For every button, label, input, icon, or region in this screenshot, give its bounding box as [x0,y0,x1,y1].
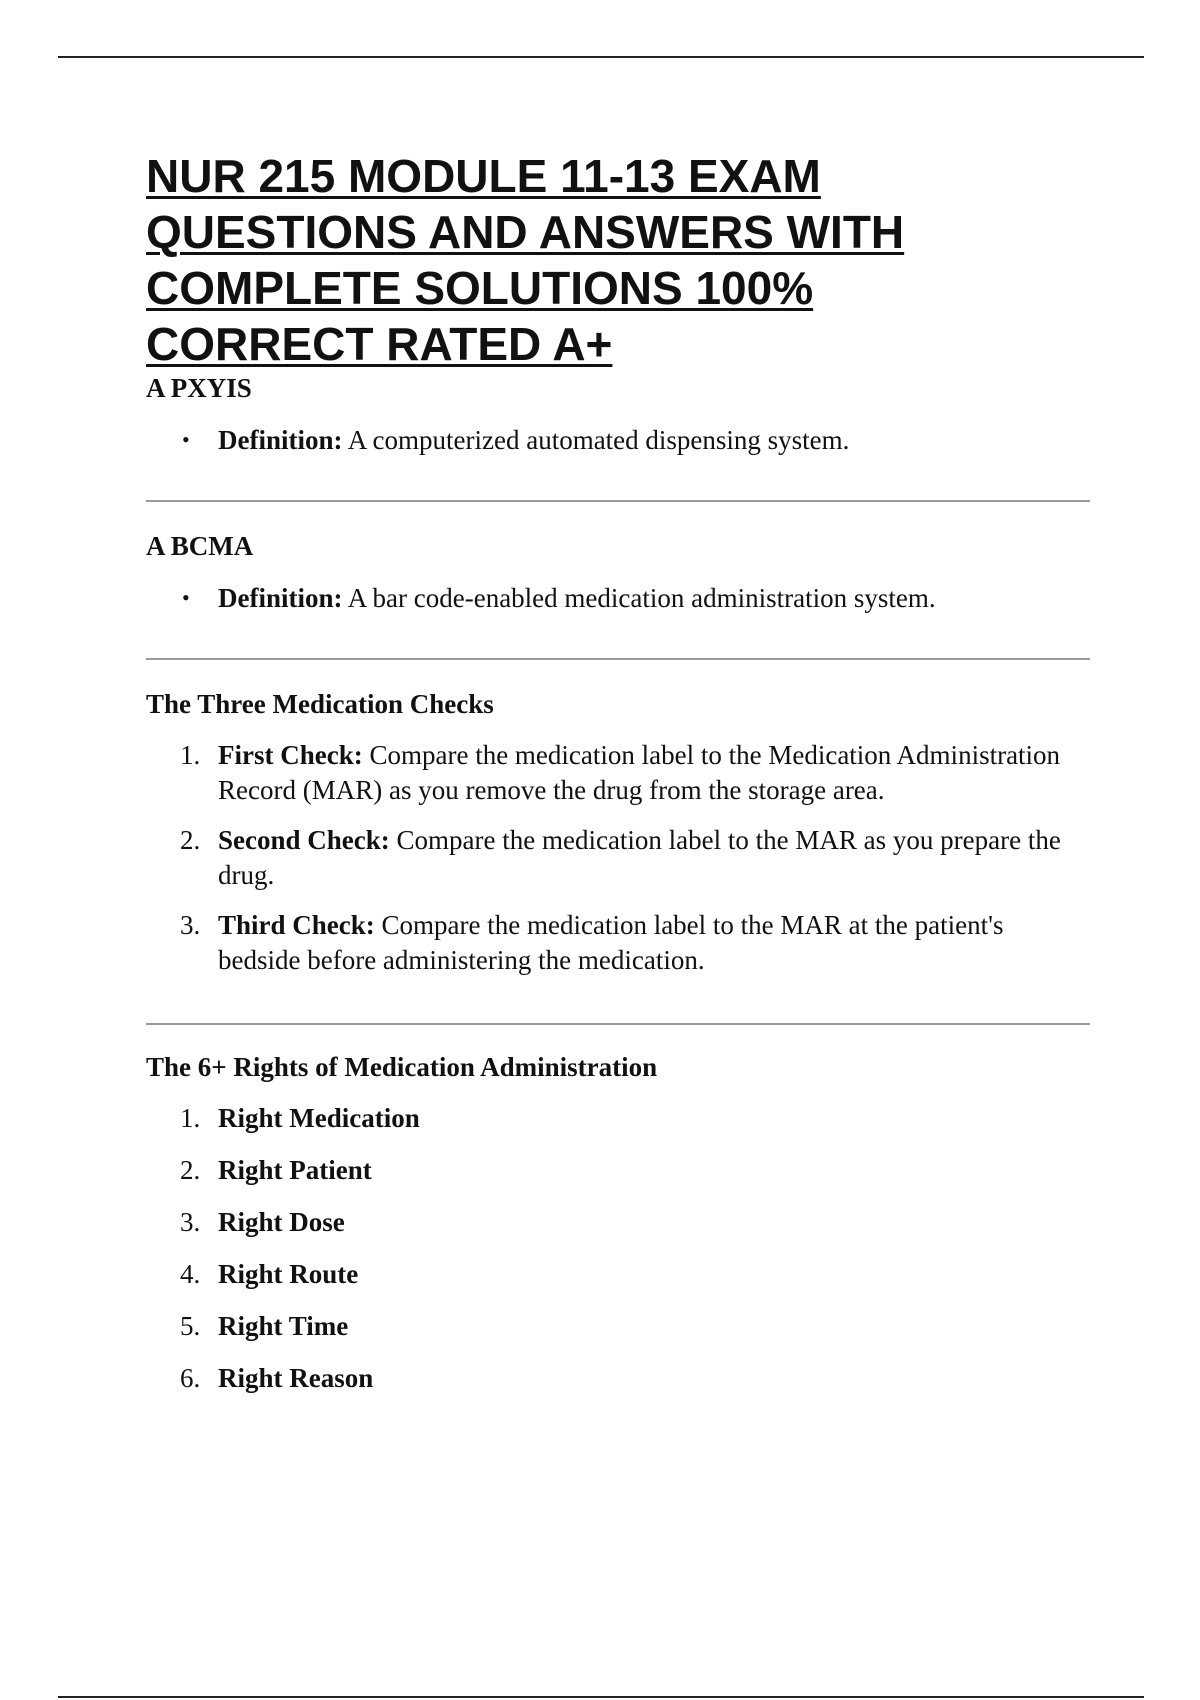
list-item [146,1101,1090,1136]
term-label: First Check: [218,740,363,770]
term-label: Definition: [218,425,343,455]
term-label: Third Check: [218,910,375,940]
list-item [146,738,1090,808]
section-heading: The 6+ Rights of Medication Administration [146,1052,658,1082]
item-text: Compare the medication label to the MAR at the patient's bedside before administering the medication. [218,910,1004,975]
bullet-icon: • [182,585,190,610]
item-number: 4. [180,1259,201,1289]
page-top-rule [58,56,1144,58]
item-text: Compare the medication label to the MAR as you prepare the drug. [218,825,1061,890]
list-item [146,908,1090,978]
list-item [146,580,1090,616]
item-number: 1. [180,740,201,770]
list-item [146,1361,1090,1396]
list-item [146,422,1090,458]
list-item [146,1309,1090,1344]
definition-text: A bar code-enabled medication administration system. [347,583,936,613]
right-label: Right Route [218,1259,359,1289]
rights-list [146,1101,1090,1396]
bullet-icon: • [182,427,190,452]
section-heading: The Three Medication Checks [146,689,494,719]
right-label: Right Medication [218,1103,420,1133]
right-label: Right Dose [218,1207,345,1237]
section-heading: A BCMA [146,531,254,561]
term-label: Second Check: [218,825,390,855]
document-body [146,148,1090,1413]
checks-list [146,738,1090,978]
definition-list [146,580,1090,616]
section-medication-checks [146,688,1090,978]
item-number: 5. [180,1311,201,1341]
definition-list [146,422,1090,458]
item-number: 2. [180,1155,201,1185]
item-number: 2. [180,825,201,855]
item-number: 1. [180,1103,201,1133]
list-item [146,823,1090,893]
document-title: NUR 215 MODULE 11-13 EXAM QUESTIONS AND ANSWERS WITH COMPLETE SOLUTIONS 100% CORRECT RATED A+ [146,150,905,370]
right-label: Right Patient [218,1155,372,1185]
list-item [146,1153,1090,1188]
item-text: Compare the medication label to the Medication Administration Record (MAR) as you remove the drug from the storage area. [218,740,1061,805]
section-bcma [146,530,1090,616]
item-number: 6. [180,1363,201,1393]
term-label: Definition: [218,583,343,613]
section-heading: A PXYIS [146,373,252,403]
definition-text: A computerized automated dispensing system. [347,425,850,455]
item-number: 3. [180,1207,201,1237]
right-label: Right Reason [218,1363,374,1393]
list-item [146,1205,1090,1240]
section-medication-rights [146,1051,1090,1396]
page-bottom-rule [58,1696,1144,1698]
item-number: 3. [180,910,201,940]
section-pxyis [146,372,1090,458]
right-label: Right Time [218,1311,349,1341]
list-item [146,1257,1090,1292]
